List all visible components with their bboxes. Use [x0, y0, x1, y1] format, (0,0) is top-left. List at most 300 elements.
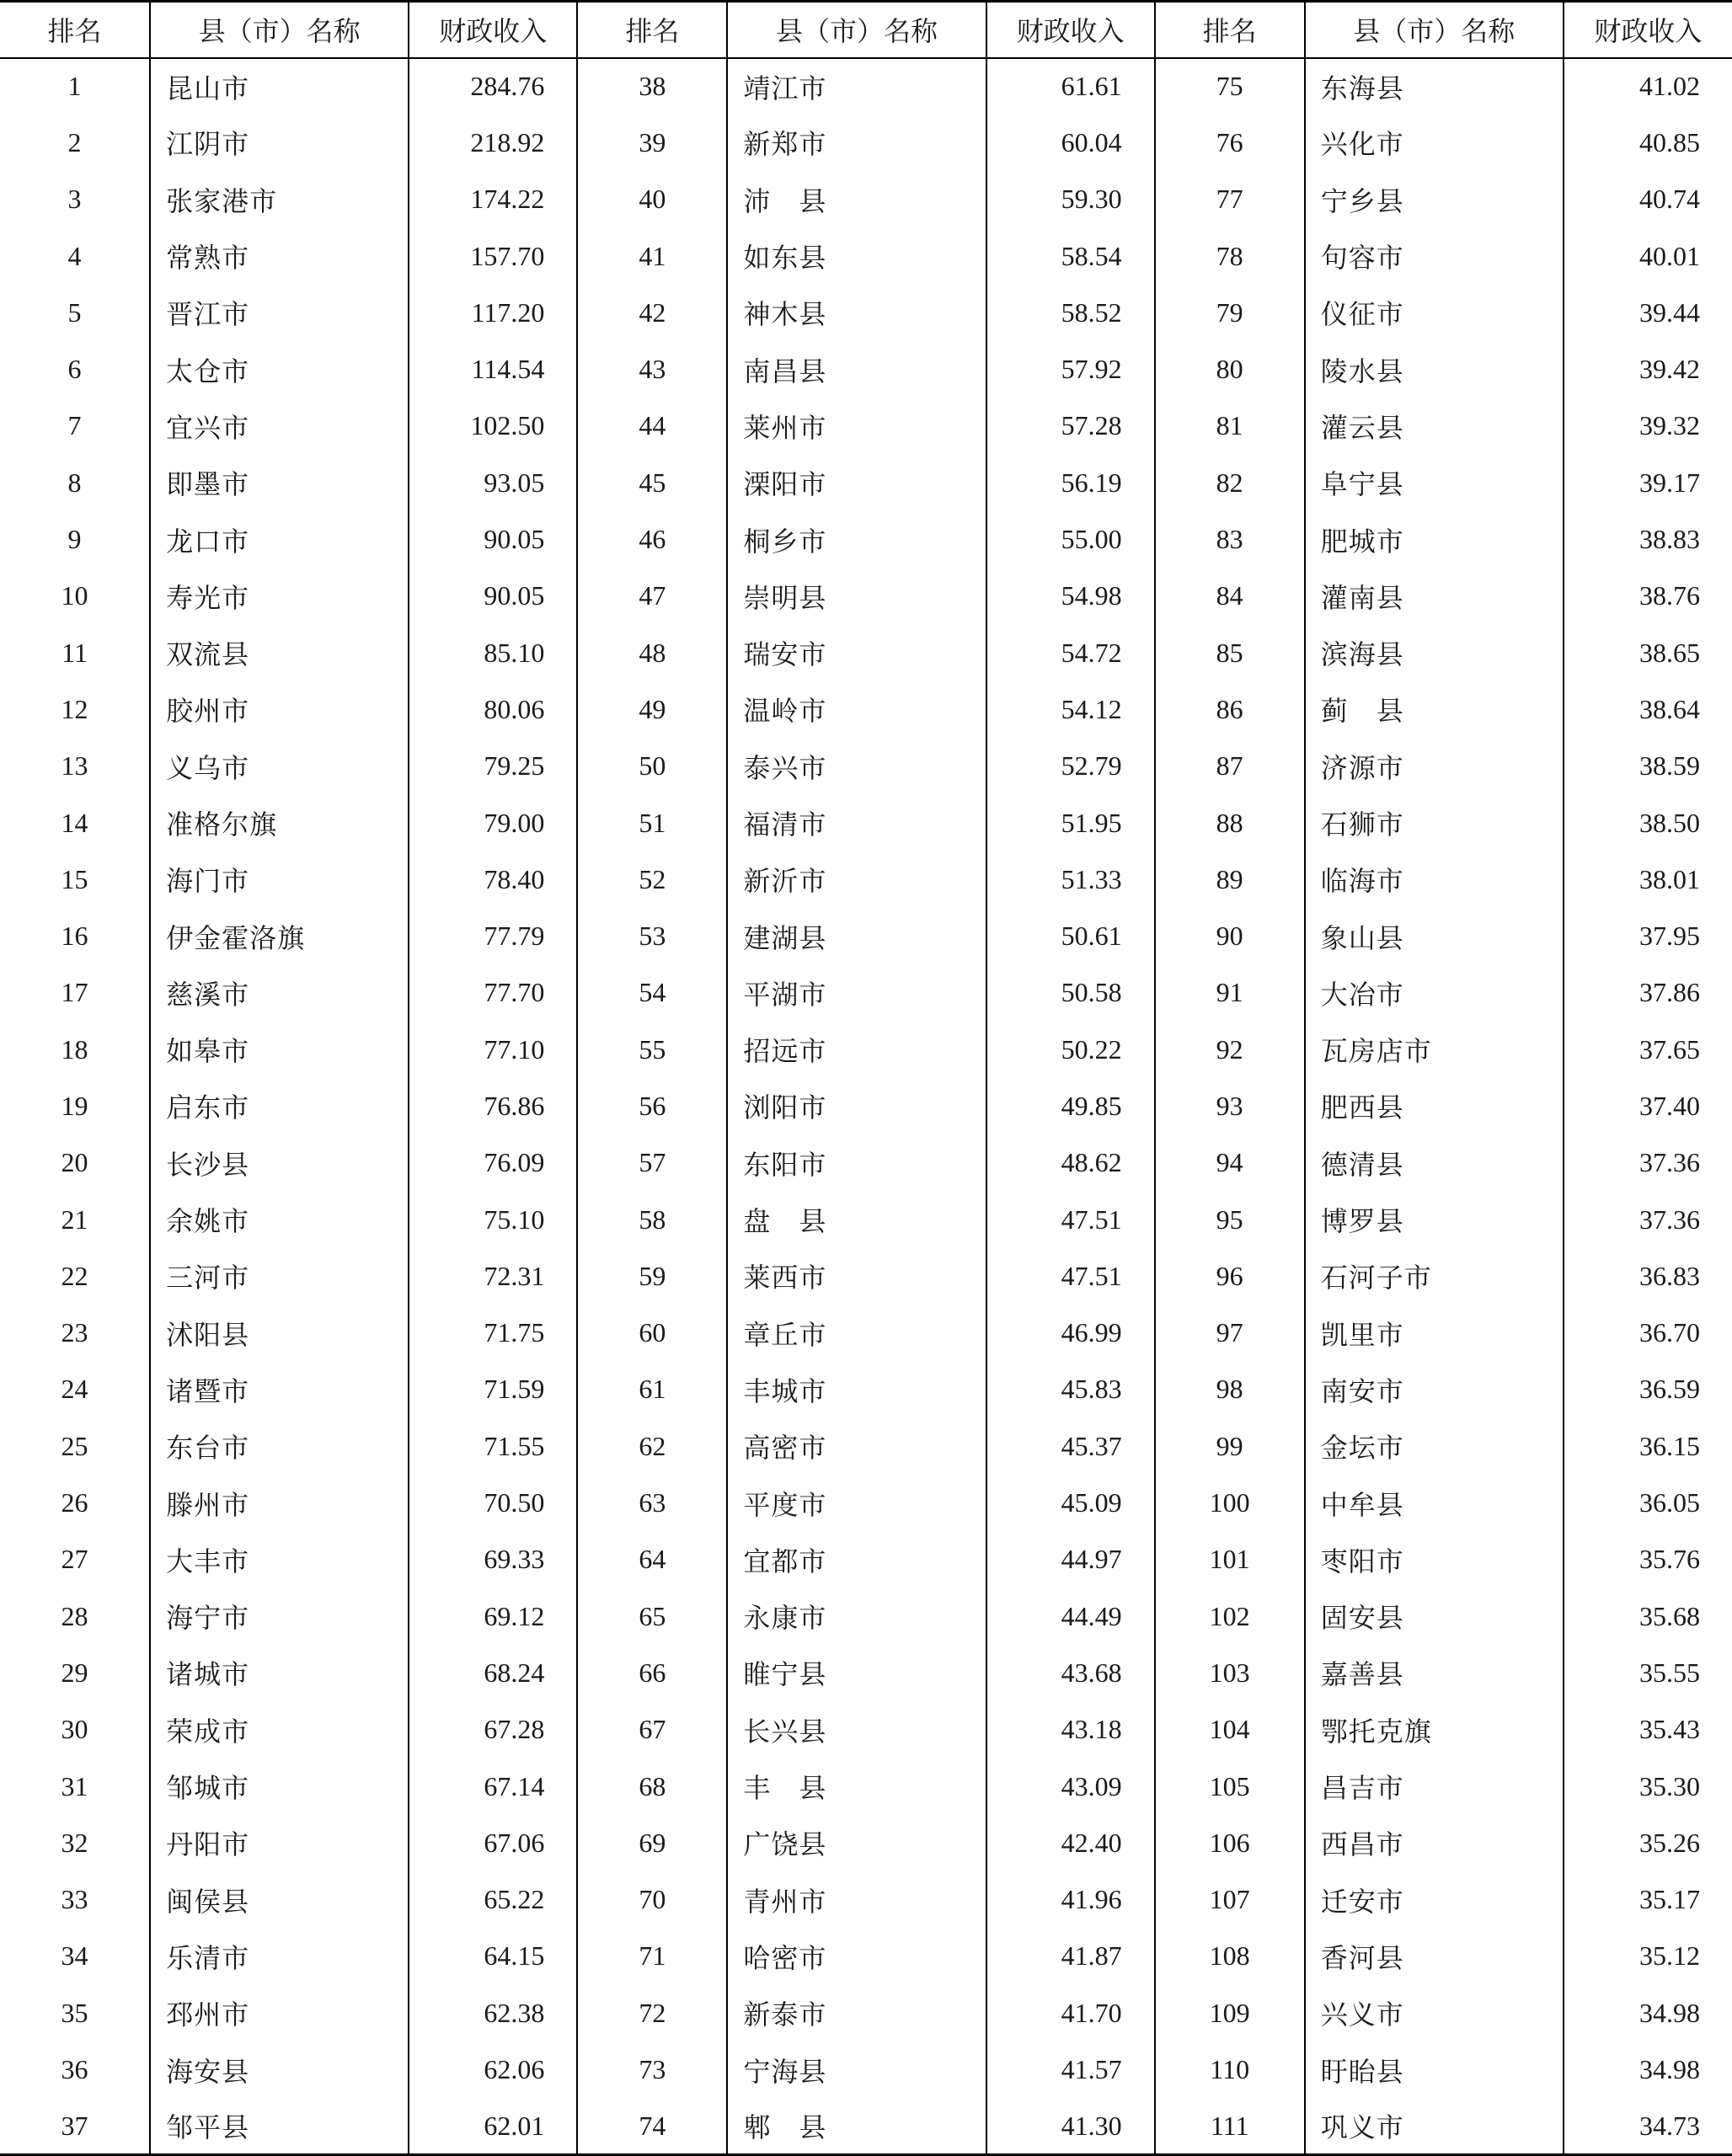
- table-row: [0, 511, 1732, 568]
- name-cell: 桐乡市: [727, 511, 986, 568]
- rank-cell: 47: [577, 568, 727, 624]
- header-row: [0, 2, 1732, 58]
- value-cell: 37.36: [1639, 1203, 1700, 1235]
- value-cell: 54.12: [986, 681, 1155, 738]
- rank-cell: 104: [1155, 1701, 1305, 1758]
- rank-cell: 41: [577, 227, 727, 284]
- rank-cell: 110: [1155, 2041, 1305, 2098]
- name-cell: 泰兴市: [727, 738, 986, 794]
- value-cell: 57.28: [986, 398, 1155, 454]
- value-cell: 37.86: [1639, 977, 1700, 1008]
- name-cell: 高密市: [727, 1418, 986, 1475]
- name-cell: 沭阳县: [150, 1305, 409, 1361]
- name-cell: 丹阳市: [150, 1815, 409, 1871]
- value-cell: 44.49: [986, 1588, 1155, 1645]
- name-cell: 东台市: [150, 1418, 409, 1475]
- value-cell: 61.61: [986, 58, 1155, 115]
- name-cell: 乐清市: [150, 1928, 409, 1984]
- value-cell: 39.17: [1639, 467, 1700, 498]
- name-cell: 嘉善县: [1305, 1645, 1564, 1701]
- value-cell: 50.22: [986, 1022, 1155, 1078]
- name-cell: 东阳市: [727, 1134, 986, 1191]
- value-cell: 39.32: [1639, 410, 1700, 441]
- value-cell: 58.52: [986, 285, 1155, 341]
- name-cell: 中牟县: [1305, 1475, 1564, 1531]
- rank-cell: 25: [0, 1418, 150, 1475]
- header-rank-3: 排名: [1155, 2, 1305, 58]
- header-name-2: 县（市）名称: [727, 2, 986, 58]
- name-cell: 东海县: [1305, 58, 1564, 115]
- rank-cell: 2: [0, 115, 150, 171]
- rank-cell: 39: [577, 115, 727, 171]
- header-value-1: 财政收入: [409, 2, 577, 58]
- value-cell: 52.79: [986, 738, 1155, 794]
- name-cell: 邳州市: [150, 1985, 409, 2041]
- value-cell: 76.09: [409, 1134, 577, 1191]
- rank-cell: 30: [0, 1701, 150, 1758]
- name-cell: 固安县: [1305, 1588, 1564, 1645]
- value-cell: 60.04: [986, 115, 1155, 171]
- header-value-3: 财政收入: [1564, 2, 1732, 58]
- value-cell: 67.06: [409, 1815, 577, 1871]
- name-cell: 巩义市: [1305, 2098, 1564, 2154]
- value-cell: 218.92: [409, 115, 577, 171]
- table-row: [0, 624, 1732, 680]
- name-cell: 张家港市: [150, 171, 409, 227]
- table-row: [0, 341, 1732, 398]
- rank-cell: 60: [577, 1305, 727, 1361]
- table-row: [0, 171, 1732, 227]
- name-cell: 蓟 县: [1305, 681, 1564, 738]
- table-row: [0, 1134, 1732, 1191]
- rank-cell: 55: [577, 1022, 727, 1078]
- rank-cell: 34: [0, 1928, 150, 1984]
- rank-cell: 54: [577, 964, 727, 1021]
- rank-cell: 24: [0, 1361, 150, 1417]
- rank-cell: 33: [0, 1871, 150, 1928]
- value-cell: 34.98: [1639, 2054, 1700, 2085]
- rank-cell: 109: [1155, 1985, 1305, 2041]
- name-cell: 陵水县: [1305, 341, 1564, 398]
- name-cell: 准格尔旗: [150, 794, 409, 851]
- rank-cell: 53: [577, 908, 727, 964]
- value-cell: 54.72: [986, 624, 1155, 680]
- value-cell: 37.40: [1639, 1090, 1700, 1121]
- table-row: [0, 908, 1732, 964]
- table-row: [0, 681, 1732, 738]
- rank-cell: 50: [577, 738, 727, 794]
- rank-cell: 79: [1155, 285, 1305, 341]
- name-cell: 丰城市: [727, 1361, 986, 1417]
- value-cell: 41.30: [986, 2098, 1155, 2154]
- name-cell: 平湖市: [727, 964, 986, 1021]
- table-row: [0, 1815, 1732, 1871]
- value-cell: 35.76: [1639, 1544, 1700, 1575]
- table-row: [0, 1701, 1732, 1758]
- value-cell: 85.10: [409, 624, 577, 680]
- name-cell: 新郑市: [727, 115, 986, 171]
- table-row: [0, 1475, 1732, 1531]
- value-cell: 45.09: [986, 1475, 1155, 1531]
- name-cell: 郫 县: [727, 2098, 986, 2154]
- rank-cell: 59: [577, 1248, 727, 1305]
- rank-cell: 103: [1155, 1645, 1305, 1701]
- name-cell: 海安县: [150, 2041, 409, 2098]
- name-cell: 睢宁县: [727, 1645, 986, 1701]
- rank-cell: 35: [0, 1985, 150, 2041]
- rank-cell: 42: [577, 285, 727, 341]
- value-cell: 90.05: [409, 568, 577, 624]
- rank-cell: 107: [1155, 1871, 1305, 1928]
- table-row: [0, 398, 1732, 454]
- name-cell: 宜兴市: [150, 398, 409, 454]
- header-value-2: 财政收入: [986, 2, 1155, 58]
- rank-cell: 84: [1155, 568, 1305, 624]
- header-rank-2: 排名: [577, 2, 727, 58]
- rank-cell: 27: [0, 1531, 150, 1588]
- rank-cell: 13: [0, 738, 150, 794]
- name-cell: 博罗县: [1305, 1191, 1564, 1247]
- rank-cell: 97: [1155, 1305, 1305, 1361]
- value-cell: 76.86: [409, 1078, 577, 1134]
- rank-cell: 100: [1155, 1475, 1305, 1531]
- name-cell: 哈密市: [727, 1928, 986, 1984]
- name-cell: 宜都市: [727, 1531, 986, 1588]
- value-cell: 38.59: [1639, 750, 1700, 782]
- rank-cell: 4: [0, 227, 150, 284]
- table-row: [0, 1361, 1732, 1417]
- rank-cell: 37: [0, 2098, 150, 2154]
- value-cell: 43.09: [986, 1758, 1155, 1814]
- name-cell: 西昌市: [1305, 1815, 1564, 1871]
- rank-cell: 69: [577, 1815, 727, 1871]
- name-cell: 盱眙县: [1305, 2041, 1564, 2098]
- name-cell: 常熟市: [150, 227, 409, 284]
- value-cell: 49.85: [986, 1078, 1155, 1134]
- rank-cell: 87: [1155, 738, 1305, 794]
- value-cell: 70.50: [409, 1475, 577, 1531]
- rank-cell: 20: [0, 1134, 150, 1191]
- value-cell: 39.44: [1639, 296, 1700, 328]
- value-cell: 35.43: [1639, 1714, 1700, 1745]
- value-cell: 44.97: [986, 1531, 1155, 1588]
- value-cell: 71.55: [409, 1418, 577, 1475]
- rank-cell: 61: [577, 1361, 727, 1417]
- name-cell: 瑞安市: [727, 624, 986, 680]
- value-cell: 36.83: [1639, 1260, 1700, 1291]
- rank-cell: 18: [0, 1022, 150, 1078]
- header-rank-1: 排名: [0, 2, 150, 58]
- value-cell: 71.75: [409, 1305, 577, 1361]
- table-row: [0, 1588, 1732, 1645]
- rank-cell: 14: [0, 794, 150, 851]
- name-cell: 长沙县: [150, 1134, 409, 1191]
- rank-cell: 98: [1155, 1361, 1305, 1417]
- name-cell: 邹平县: [150, 2098, 409, 2154]
- rank-cell: 93: [1155, 1078, 1305, 1134]
- name-cell: 平度市: [727, 1475, 986, 1531]
- name-cell: 建湖县: [727, 908, 986, 964]
- rank-cell: 26: [0, 1475, 150, 1531]
- rank-cell: 99: [1155, 1418, 1305, 1475]
- rank-cell: 57: [577, 1134, 727, 1191]
- value-cell: 39.42: [1639, 354, 1700, 385]
- value-cell: 90.05: [409, 511, 577, 568]
- name-cell: 滕州市: [150, 1475, 409, 1531]
- value-cell: 38.65: [1639, 637, 1700, 668]
- name-cell: 荣成市: [150, 1701, 409, 1758]
- value-cell: 35.30: [1639, 1770, 1700, 1801]
- rank-cell: 80: [1155, 341, 1305, 398]
- rank-cell: 56: [577, 1078, 727, 1134]
- value-cell: 67.28: [409, 1701, 577, 1758]
- rank-cell: 85: [1155, 624, 1305, 680]
- value-cell: 38.01: [1639, 863, 1700, 894]
- value-cell: 41.96: [986, 1871, 1155, 1928]
- rank-cell: 62: [577, 1418, 727, 1475]
- rank-cell: 92: [1155, 1022, 1305, 1078]
- table-row: [0, 1022, 1732, 1078]
- table-row: [0, 1305, 1732, 1361]
- name-cell: 靖江市: [727, 58, 986, 115]
- table-row: [0, 1418, 1732, 1475]
- name-cell: 义乌市: [150, 738, 409, 794]
- name-cell: 胶州市: [150, 681, 409, 738]
- value-cell: 41.87: [986, 1928, 1155, 1984]
- value-cell: 40.74: [1639, 184, 1700, 215]
- value-cell: 77.70: [409, 964, 577, 1021]
- name-cell: 新泰市: [727, 1985, 986, 2041]
- value-cell: 34.98: [1639, 1997, 1700, 2028]
- rank-cell: 111: [1155, 2098, 1305, 2154]
- value-cell: 284.76: [409, 58, 577, 115]
- name-cell: 德清县: [1305, 1134, 1564, 1191]
- table-row: [0, 58, 1732, 115]
- name-cell: 枣阳市: [1305, 1531, 1564, 1588]
- value-cell: 75.10: [409, 1191, 577, 1247]
- value-cell: 117.20: [409, 285, 577, 341]
- rank-cell: 45: [577, 455, 727, 511]
- value-cell: 77.10: [409, 1022, 577, 1078]
- name-cell: 阜宁县: [1305, 455, 1564, 511]
- value-cell: 36.05: [1639, 1487, 1700, 1518]
- rank-cell: 29: [0, 1645, 150, 1701]
- rank-cell: 75: [1155, 58, 1305, 115]
- rank-cell: 46: [577, 511, 727, 568]
- name-cell: 昌吉市: [1305, 1758, 1564, 1814]
- name-cell: 莱州市: [727, 398, 986, 454]
- name-cell: 象山县: [1305, 908, 1564, 964]
- rank-cell: 15: [0, 851, 150, 908]
- name-cell: 海宁市: [150, 1588, 409, 1645]
- rank-cell: 94: [1155, 1134, 1305, 1191]
- table-header: [0, 2, 1732, 58]
- value-cell: 72.31: [409, 1248, 577, 1305]
- rank-cell: 9: [0, 511, 150, 568]
- value-cell: 35.55: [1639, 1657, 1700, 1688]
- name-cell: 余姚市: [150, 1191, 409, 1247]
- value-cell: 45.37: [986, 1418, 1155, 1475]
- name-cell: 崇明县: [727, 568, 986, 624]
- rank-cell: 43: [577, 341, 727, 398]
- rank-cell: 1: [0, 58, 150, 115]
- value-cell: 51.95: [986, 794, 1155, 851]
- value-cell: 58.54: [986, 227, 1155, 284]
- table-row: [0, 738, 1732, 794]
- table-row: [0, 115, 1732, 171]
- name-cell: 广饶县: [727, 1815, 986, 1871]
- value-cell: 174.22: [409, 171, 577, 227]
- header-name-1: 县（市）名称: [150, 2, 409, 58]
- name-cell: 沛 县: [727, 171, 986, 227]
- rank-cell: 32: [0, 1815, 150, 1871]
- rank-cell: 21: [0, 1191, 150, 1247]
- rank-cell: 77: [1155, 171, 1305, 227]
- table-row: [0, 1871, 1732, 1928]
- name-cell: 凯里市: [1305, 1305, 1564, 1361]
- value-cell: 77.79: [409, 908, 577, 964]
- value-cell: 40.85: [1639, 126, 1700, 157]
- value-cell: 35.12: [1639, 1940, 1700, 1972]
- name-cell: 双流县: [150, 624, 409, 680]
- rank-cell: 5: [0, 285, 150, 341]
- value-cell: 40.01: [1639, 240, 1700, 271]
- value-cell: 79.25: [409, 738, 577, 794]
- value-cell: 55.00: [986, 511, 1155, 568]
- name-cell: 闽侯县: [150, 1871, 409, 1928]
- table-row: [0, 794, 1732, 851]
- value-cell: 38.76: [1639, 580, 1700, 611]
- value-cell: 59.30: [986, 171, 1155, 227]
- rank-cell: 89: [1155, 851, 1305, 908]
- table-row: [0, 285, 1732, 341]
- name-cell: 长兴县: [727, 1701, 986, 1758]
- name-cell: 新沂市: [727, 851, 986, 908]
- table-row: [0, 1191, 1732, 1247]
- rank-cell: 102: [1155, 1588, 1305, 1645]
- rank-cell: 68: [577, 1758, 727, 1814]
- value-cell: 157.70: [409, 227, 577, 284]
- name-cell: 伊金霍洛旗: [150, 908, 409, 964]
- value-cell: 62.38: [409, 1985, 577, 2041]
- name-cell: 永康市: [727, 1588, 986, 1645]
- name-cell: 海门市: [150, 851, 409, 908]
- value-cell: 37.36: [1639, 1147, 1700, 1178]
- rank-cell: 52: [577, 851, 727, 908]
- name-cell: 鄂托克旗: [1305, 1701, 1564, 1758]
- table-row: [0, 1248, 1732, 1305]
- value-cell: 37.65: [1639, 1033, 1700, 1065]
- value-cell: 35.17: [1639, 1884, 1700, 1915]
- name-cell: 灌南县: [1305, 568, 1564, 624]
- name-cell: 三河市: [150, 1248, 409, 1305]
- value-cell: 36.59: [1639, 1374, 1700, 1405]
- value-cell: 37.95: [1639, 921, 1700, 952]
- name-cell: 石河子市: [1305, 1248, 1564, 1305]
- value-cell: 93.05: [409, 455, 577, 511]
- rank-cell: 83: [1155, 511, 1305, 568]
- value-cell: 34.73: [1564, 2098, 1732, 2154]
- rank-cell: 73: [577, 2041, 727, 2098]
- rank-cell: 51: [577, 794, 727, 851]
- rank-cell: 3: [0, 171, 150, 227]
- table-row: [0, 1985, 1732, 2041]
- rank-cell: 63: [577, 1475, 727, 1531]
- name-cell: 龙口市: [150, 511, 409, 568]
- value-cell: 50.58: [986, 964, 1155, 1021]
- table-row: [0, 2041, 1732, 2098]
- name-cell: 太仓市: [150, 341, 409, 398]
- name-cell: 招远市: [727, 1022, 986, 1078]
- rank-cell: 16: [0, 908, 150, 964]
- rank-cell: 11: [0, 624, 150, 680]
- name-cell: 南安市: [1305, 1361, 1564, 1417]
- table-row: [0, 1758, 1732, 1814]
- name-cell: 章丘市: [727, 1305, 986, 1361]
- rank-cell: 7: [0, 398, 150, 454]
- value-cell: 43.68: [986, 1645, 1155, 1701]
- value-cell: 47.51: [986, 1191, 1155, 1247]
- value-cell: 51.33: [986, 851, 1155, 908]
- rank-cell: 71: [577, 1928, 727, 1984]
- rank-cell: 108: [1155, 1928, 1305, 1984]
- rank-cell: 48: [577, 624, 727, 680]
- value-cell: 42.40: [986, 1815, 1155, 1871]
- value-cell: 50.61: [986, 908, 1155, 964]
- name-cell: 济源市: [1305, 738, 1564, 794]
- value-cell: 69.33: [409, 1531, 577, 1588]
- value-cell: 80.06: [409, 681, 577, 738]
- rank-cell: 91: [1155, 964, 1305, 1021]
- rank-cell: 88: [1155, 794, 1305, 851]
- rank-cell: 31: [0, 1758, 150, 1814]
- name-cell: 迁安市: [1305, 1871, 1564, 1928]
- rank-cell: 76: [1155, 115, 1305, 171]
- value-cell: 35.26: [1639, 1827, 1700, 1858]
- rank-cell: 95: [1155, 1191, 1305, 1247]
- rank-cell: 49: [577, 681, 727, 738]
- name-cell: 寿光市: [150, 568, 409, 624]
- value-cell: 54.98: [986, 568, 1155, 624]
- table-row: [0, 1531, 1732, 1588]
- rank-cell: 86: [1155, 681, 1305, 738]
- name-cell: 石狮市: [1305, 794, 1564, 851]
- value-cell: 71.59: [409, 1361, 577, 1417]
- name-cell: 江阴市: [150, 115, 409, 171]
- name-cell: 滨海县: [1305, 624, 1564, 680]
- table-row: [0, 568, 1732, 624]
- name-cell: 瓦房店市: [1305, 1022, 1564, 1078]
- name-cell: 大丰市: [150, 1531, 409, 1588]
- value-cell: 41.57: [986, 2041, 1155, 2098]
- name-cell: 兴化市: [1305, 115, 1564, 171]
- rank-cell: 12: [0, 681, 150, 738]
- name-cell: 浏阳市: [727, 1078, 986, 1134]
- rank-cell: 70: [577, 1871, 727, 1928]
- rank-cell: 38: [577, 58, 727, 115]
- value-cell: 62.01: [409, 2098, 577, 2154]
- value-cell: 38.83: [1639, 524, 1700, 555]
- value-cell: 43.18: [986, 1701, 1155, 1758]
- name-cell: 宁海县: [727, 2041, 986, 2098]
- name-cell: 神木县: [727, 285, 986, 341]
- value-cell: 41.70: [986, 1985, 1155, 2041]
- rank-cell: 82: [1155, 455, 1305, 511]
- rank-cell: 40: [577, 171, 727, 227]
- value-cell: 79.00: [409, 794, 577, 851]
- name-cell: 溧阳市: [727, 455, 986, 511]
- name-cell: 南昌县: [727, 341, 986, 398]
